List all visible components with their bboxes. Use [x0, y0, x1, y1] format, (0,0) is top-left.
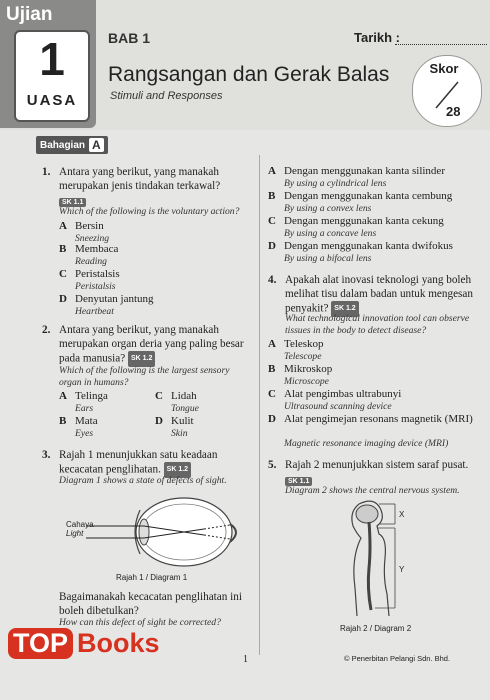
q5-text: Rajah 2 menunjukkan sistem saraf pusat.: [285, 459, 469, 471]
q2-sk: SK 1.2: [128, 351, 155, 367]
q5-label-x: X: [399, 510, 405, 519]
q2-number: [42, 323, 50, 337]
page-subtitle: Stimuli and Responses: [110, 90, 223, 102]
q5-figure-caption: Rajah 2 / Diagram 2: [340, 624, 412, 633]
q4-option-b-text: Mikroskop: [284, 363, 333, 375]
q1-option-b[interactable]: [59, 243, 118, 256]
q4-option-b-letter: B: [268, 363, 276, 375]
q2-option-a-text: Telinga: [75, 390, 108, 402]
q3-num: 3.: [42, 449, 51, 461]
q2-option-c-en: Tongue: [171, 403, 199, 414]
q2-text-body: Antara yang berikut, yang manakah merupakan organ deria yang paling besar pada manusia?: [59, 324, 244, 365]
q3-option-b-text: Dengan menggunakan kanta cembung: [284, 190, 453, 202]
q3-option-b[interactable]: [268, 190, 452, 203]
q3-option-d-text: Dengan menggunakan kanta dwifokus: [284, 240, 453, 252]
ujian-sub-label: UASA: [26, 92, 78, 109]
section-label: Bahagian: [40, 139, 86, 151]
q4-option-a[interactable]: [268, 338, 324, 351]
q1-option-b-letter: B: [59, 243, 67, 255]
date-field[interactable]: [395, 44, 487, 45]
q1-option-b-en: Reading: [75, 256, 107, 267]
q2-option-d-text: Kulit: [171, 415, 194, 427]
q4-option-b-en: Microscope: [284, 376, 329, 387]
q4-text: [285, 273, 481, 317]
q4-option-c-en: Ultrasound scanning device: [284, 401, 392, 412]
q4-option-d-text: Alat pengimejan resonans magnetik (MRI): [284, 413, 473, 425]
q1-option-b-text: Membaca: [75, 243, 119, 255]
q4-option-d[interactable]: [268, 413, 478, 426]
chapter-label: BAB 1: [108, 30, 151, 46]
q2-text-en: Which of the following is the largest sensory organ in humans?: [59, 365, 230, 388]
q1-text: Antara yang berikut, yang manakah merupakan jenis tindakan terkawal?: [59, 166, 221, 192]
topbooks-logo: [8, 628, 160, 659]
q4-option-a-en: Telescope: [284, 351, 322, 362]
q4-text-en: What technological innovation tool can observe tissues in the body to detect disease?: [285, 313, 470, 336]
q4-number: [268, 273, 276, 287]
page-number: 1: [243, 654, 248, 665]
q3-question-en: How can this defect of sight be corrected?: [59, 617, 221, 628]
q5-number: [268, 458, 276, 472]
q4-option-a-letter: A: [268, 338, 276, 350]
score-label: Skor: [429, 61, 459, 76]
publisher-credit: © Penerbitan Pelangi Sdn. Bhd.: [344, 654, 451, 663]
q1-number: [42, 165, 50, 179]
q3-option-c-letter: C: [268, 215, 276, 227]
q2-option-a[interactable]: [59, 390, 108, 403]
q3-option-a-text: Dengan menggunakan kanta silinder: [284, 165, 445, 177]
q3-option-d[interactable]: [268, 240, 453, 253]
q3-text-en: Diagram 1 shows a state of defects of sight.: [59, 475, 227, 486]
q1-option-a-en: Sneezing: [75, 233, 110, 244]
q4-option-d-letter: D: [268, 413, 276, 425]
q2-option-b-letter: B: [59, 415, 67, 427]
q2-option-b-text: Mata: [75, 415, 98, 427]
q3-option-a[interactable]: [268, 165, 445, 178]
q3-option-a-letter: A: [268, 165, 276, 177]
q2-option-d-en: Skin: [171, 428, 188, 439]
q2-option-b-en: Eyes: [75, 428, 94, 439]
q3-light-label-en: Light: [66, 529, 84, 538]
q2-option-b[interactable]: [59, 415, 98, 428]
q3-option-c-en: By using a concave lens: [284, 228, 377, 239]
q3-option-d-en: By using a bifocal lens: [284, 253, 372, 264]
q4-option-a-text: Teleskop: [284, 338, 324, 350]
q2-num: 2.: [42, 324, 51, 336]
q2-option-c-text: Lidah: [171, 390, 197, 402]
q1-num: 1.: [42, 166, 51, 178]
q2-text: [59, 323, 255, 367]
q4-text-body: Apakah alat inovasi teknologi yang boleh melihat tisu dalam badan untuk mengesan penyakit?: [285, 274, 473, 315]
q5-text-en: Diagram 2 shows the central nervous system.: [285, 485, 460, 496]
eye-diagram: [62, 490, 252, 572]
q3-light-label: Cahaya: [66, 520, 94, 529]
q1-option-d-en: Heartbeat: [75, 306, 114, 317]
page-title: Rangsangan dan Gerak Balas: [108, 63, 390, 86]
q4-option-b[interactable]: [268, 363, 332, 376]
q3-option-a-en: By using a cylindrical lens: [284, 178, 387, 189]
q5-label-y: Y: [399, 565, 405, 574]
q2-option-c[interactable]: [155, 390, 197, 403]
q2-option-d-letter: D: [155, 415, 163, 427]
q3-text: [59, 448, 255, 478]
q1-option-d[interactable]: [59, 293, 154, 306]
q3-figure-caption: Rajah 1 / Diagram 1: [116, 573, 188, 582]
q4-sk: SK 1.2: [331, 301, 358, 317]
q3-option-c-text: Dengan menggunakan kanta cekung: [284, 215, 444, 227]
q3-sk: SK 1.2: [164, 462, 191, 478]
q5-num: 5.: [268, 459, 277, 471]
q1-option-d-text: Denyutan jantung: [75, 293, 154, 305]
section-badge: [36, 136, 108, 154]
logo-top: TOP: [8, 628, 73, 659]
logo-books: Books: [77, 628, 160, 658]
q1-option-c-text: Peristalsis: [75, 268, 120, 280]
q4-option-c[interactable]: [268, 388, 401, 401]
q4-option-c-text: Alat pengimbas ultrabunyi: [284, 388, 402, 400]
q3-option-d-letter: D: [268, 240, 276, 252]
q1-option-a[interactable]: [59, 220, 104, 233]
section-letter: A: [89, 138, 104, 152]
q1-option-a-letter: A: [59, 220, 67, 232]
q4-num: 4.: [268, 274, 277, 286]
column-divider: [259, 155, 260, 655]
q3-text-body: Rajah 1 menunjukkan satu keadaan kecacatan penglihatan.: [59, 449, 218, 476]
q1-option-c[interactable]: [59, 268, 120, 281]
q4-option-c-letter: C: [268, 388, 276, 400]
ujian-label: Ujian: [6, 4, 53, 25]
q5-sk: SK 1.1: [285, 477, 312, 486]
q2-option-a-en: Ears: [75, 403, 94, 414]
q1-option-a-text: Bersin: [75, 220, 104, 232]
q4-option-d-en: Magnetic resonance imaging device (MRI): [284, 438, 449, 449]
q3-option-b-en: By using a convex lens: [284, 203, 372, 214]
q1-option-c-en: Peristalsis: [75, 281, 116, 292]
q1-text-en: Which of the following is the voluntary action?: [59, 206, 240, 217]
q1-option-c-letter: C: [59, 268, 67, 280]
q2-option-a-letter: A: [59, 390, 67, 402]
score-total: 28: [446, 104, 461, 119]
q2-option-d[interactable]: [155, 415, 194, 428]
date-label: Tarikh :: [354, 30, 400, 45]
q1-option-d-letter: D: [59, 293, 67, 305]
q2-option-c-letter: C: [155, 390, 163, 402]
q3-number: [42, 448, 50, 462]
q3-question: Bagaimanakah kecacatan penglihatan ini boleh dibetulkan?: [59, 591, 242, 617]
q3-option-b-letter: B: [268, 190, 276, 202]
q3-option-c[interactable]: [268, 215, 444, 228]
ujian-number: 1: [39, 33, 65, 85]
q1-sk: SK 1.1: [59, 198, 86, 207]
